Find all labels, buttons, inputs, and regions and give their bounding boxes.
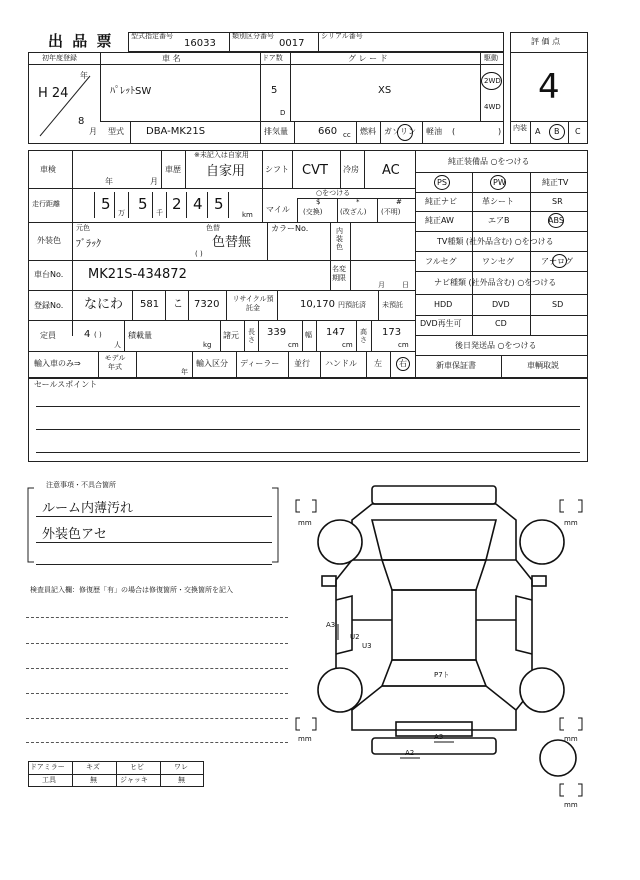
- recycle-unpaid: 未預託: [382, 301, 403, 309]
- interior-color-label: 内装色: [336, 227, 343, 251]
- length-label: 長さ: [248, 328, 255, 344]
- damage-mark-a3-left: A3: [326, 621, 336, 629]
- plate-number: 7320: [194, 299, 220, 310]
- plate-label: 登録No.: [34, 301, 64, 310]
- mileage-digit-2: 5: [138, 195, 148, 213]
- height-value: 173: [382, 327, 402, 338]
- score-label: 評 価 点: [531, 37, 561, 46]
- navi-dvd-play: DVD再生可: [420, 319, 462, 328]
- name-change-label: 名変期限: [332, 265, 346, 282]
- width-value: 147: [326, 327, 346, 338]
- model-year-label: モデル年式: [104, 354, 126, 371]
- car-name-label: 車 名: [162, 54, 181, 63]
- equipment-tv: 純正TV: [542, 178, 569, 187]
- tv-oneseg: ワンセグ: [482, 257, 514, 266]
- first-reg-year: H 24: [38, 86, 69, 101]
- shift-value: CVT: [302, 163, 328, 178]
- later-manual: 車輌取説: [527, 361, 559, 370]
- name-change-day: 日: [402, 281, 409, 289]
- legend-crack: ヒビ: [130, 763, 144, 771]
- mileage-option-exchange-mark: $: [316, 198, 321, 206]
- plate-class: 581: [140, 299, 160, 310]
- equipment-leather: 革シート: [482, 197, 514, 206]
- score-value: 4: [538, 67, 560, 107]
- damage-mark-u2: U2: [350, 633, 360, 641]
- mileage-unit: km: [242, 211, 253, 219]
- shift-label: シフト: [265, 165, 289, 174]
- model-year-unit: 年: [181, 368, 188, 376]
- diagram-unit-rear-right: mm: [564, 735, 578, 743]
- type-designation-value: 16033: [184, 38, 216, 49]
- plate-kana: こ: [173, 299, 183, 310]
- history-value: 自家用: [206, 164, 246, 179]
- mileage-digit-5: 5: [214, 195, 224, 213]
- first-reg-year-unit: 年: [80, 71, 88, 80]
- equipment-ps: PS: [437, 178, 447, 187]
- displacement-value: 660: [318, 126, 338, 137]
- model-value: DBA-MK21S: [146, 126, 206, 137]
- name-change-month: 月: [378, 281, 385, 289]
- notes-line-2: 外装色アセ: [42, 527, 107, 542]
- color-tone-value: 色替無: [212, 235, 252, 250]
- original-color-value: ﾌﾞﾗｯｸ: [76, 239, 101, 250]
- handle-label: ハンドル: [325, 359, 357, 368]
- legend-tool-value: 無: [90, 776, 97, 784]
- drive-4wd: 4WD: [484, 103, 501, 111]
- damage-mark-a3-rear: A3: [434, 733, 444, 741]
- original-color-label: 元色: [76, 224, 90, 232]
- interior-grade-c: C: [575, 127, 581, 136]
- inspector-note-label: 検査員記入欄：修復歴「有」の場合は修復箇所・交換箇所を記入: [30, 586, 233, 594]
- history-label: 車歴: [165, 165, 181, 174]
- legend-break: ワレ: [174, 763, 188, 771]
- grade-value: XS: [378, 85, 392, 96]
- recycle-unit: 円預託済: [338, 301, 366, 309]
- ac-value: AC: [382, 163, 400, 178]
- later-warranty: 新車保証書: [436, 361, 476, 370]
- equipment-sr: SR: [552, 197, 563, 206]
- capacity-label: 定員: [40, 331, 56, 340]
- mileage-options-header: ○をつける: [316, 189, 351, 197]
- damage-mark-p7: P7ト: [434, 671, 450, 679]
- equipment-abs: ABS: [548, 216, 564, 225]
- inspection-month-unit: 月: [150, 177, 158, 186]
- ac-label: 冷房: [343, 165, 359, 174]
- mileage-digit-3: 2: [172, 195, 182, 213]
- fuel-gasoline: ガソリン: [384, 127, 416, 136]
- grade-label: グ レ ー ド: [348, 54, 388, 63]
- sheet-title: 出 品 票: [48, 32, 114, 50]
- dims-label: 諸元: [223, 331, 239, 340]
- category-value: 0017: [279, 38, 305, 49]
- color-no-label: カラーNo.: [271, 224, 309, 233]
- inspection-label: 車検: [40, 165, 56, 174]
- interior-grade-b: B: [554, 127, 560, 136]
- diagram-unit-spare: mm: [564, 801, 578, 809]
- type-designation-label: 型式指定番号: [131, 32, 173, 40]
- mileage-man-unit: 万: [118, 209, 125, 217]
- damage-mark-a2: A2: [405, 749, 415, 757]
- dealer-option: ディーラー: [240, 359, 280, 368]
- mileage-option-unknown-mark: #: [396, 198, 402, 206]
- diagram-unit-front-right: mm: [564, 519, 578, 527]
- serial-label: シリアル番号: [321, 32, 363, 40]
- chassis-value: MK21S-434872: [88, 267, 187, 282]
- color-tone-label: 色替: [206, 224, 220, 232]
- mileage-option-altered-mark: *: [356, 198, 360, 206]
- displacement-label: 排気量: [264, 127, 288, 136]
- legend-scratch: キズ: [86, 763, 100, 771]
- parallel-option: 並行: [294, 359, 310, 368]
- handle-right: 右: [399, 359, 407, 368]
- height-unit: cm: [398, 341, 409, 349]
- load-unit: kg: [203, 341, 212, 349]
- diagram-unit-front-left: mm: [298, 519, 312, 527]
- tv-fullseg: フルセグ: [425, 257, 457, 266]
- legend-jack: ジャッキ: [120, 776, 148, 784]
- navi-hdd: HDD: [434, 300, 453, 309]
- mileage-digit-4: 4: [193, 195, 203, 213]
- mileage-sen-unit: 千: [156, 209, 163, 217]
- interior-grade-label: 内装: [513, 124, 527, 132]
- mileage-option-exchange: (交換): [303, 208, 323, 216]
- equipment-airbag: エアB: [488, 216, 510, 225]
- equipment-aw: 純正AW: [425, 216, 454, 225]
- car-name-value: ﾊﾟﾚｯﾄSW: [110, 86, 152, 97]
- navi-cd: CD: [495, 319, 507, 328]
- legend-jack-value: 無: [178, 776, 185, 784]
- height-label: 高さ: [360, 328, 367, 344]
- length-unit: cm: [288, 341, 299, 349]
- chassis-label: 車台No.: [34, 270, 64, 279]
- mileage-digit-1: 5: [101, 195, 111, 213]
- notes-line-1: ルーム内薄汚れ: [42, 501, 134, 516]
- mileage-option-unknown: (不明): [381, 208, 401, 216]
- import-label: 輸入車のみ⇒: [34, 359, 81, 368]
- doors-label: ドア数: [262, 54, 283, 62]
- plate-region: なにわ: [84, 297, 124, 312]
- diagram-unit-rear-left: mm: [298, 735, 312, 743]
- interior-grade-a: A: [535, 127, 541, 136]
- handle-left: 左: [374, 359, 382, 368]
- legend-tool: 工具: [42, 776, 56, 784]
- damage-mark-u3: U3: [362, 642, 372, 650]
- length-value: 339: [267, 327, 287, 338]
- mileage-option-altered: (改ざん): [340, 208, 367, 216]
- navi-dvd: DVD: [492, 300, 510, 309]
- tv-type-header: TV種類 (社外品含む) ○をつける: [437, 237, 554, 246]
- equipment-pw: PW: [493, 178, 506, 187]
- capacity-paren: ( ): [94, 331, 102, 339]
- drive-2wd: 2WD: [484, 77, 501, 85]
- navi-type-header: ナビ種類 (社外品含む) ○をつける: [434, 278, 557, 287]
- notes-label: 注意事項・不具合箇所: [46, 481, 116, 489]
- capacity-value: 4: [84, 329, 91, 340]
- history-note: ※未記入は自家用: [194, 151, 249, 159]
- recycle-value: 10,170: [300, 299, 335, 310]
- color-label: 外装色: [37, 236, 61, 245]
- first-reg-label: 初年度登録: [42, 54, 77, 62]
- equipment-header: 純正装備品 ○をつける: [448, 157, 530, 166]
- recycle-label: リサイクル預託金: [232, 295, 274, 312]
- color-tone-paren: ( ): [195, 250, 203, 258]
- fuel-diesel: 軽油: [426, 127, 442, 136]
- doors-value: 5: [271, 85, 278, 96]
- model-label: 型式: [108, 127, 124, 136]
- legend-door-mirror: ドアミラー: [30, 763, 65, 771]
- sales-point-label: セールスポイント: [34, 380, 98, 389]
- displacement-unit: cc: [343, 131, 351, 139]
- mileage-label: 走行距離: [32, 200, 60, 208]
- equipment-navi: 純正ナビ: [425, 197, 457, 206]
- later-items-header: 後日発送品 ○をつける: [455, 341, 537, 350]
- capacity-unit: 人: [114, 341, 121, 349]
- fuel-label: 燃料: [360, 127, 376, 136]
- width-label: 幅: [305, 331, 312, 339]
- first-reg-month-unit: 月: [89, 127, 97, 136]
- width-unit: cm: [342, 341, 353, 349]
- doors-suffix: D: [280, 109, 286, 117]
- drive-label: 駆動: [484, 54, 498, 62]
- navi-sd: SD: [552, 300, 564, 309]
- import-class-label: 輸入区分: [196, 359, 228, 368]
- inspection-year-unit: 年: [105, 177, 113, 186]
- first-reg-month: 8: [78, 116, 85, 127]
- category-label: 類別区分番号: [232, 32, 274, 40]
- mileage-option-mile: マイル: [266, 205, 290, 214]
- tv-analog: アナログ: [541, 257, 573, 266]
- load-label: 積載量: [128, 331, 152, 340]
